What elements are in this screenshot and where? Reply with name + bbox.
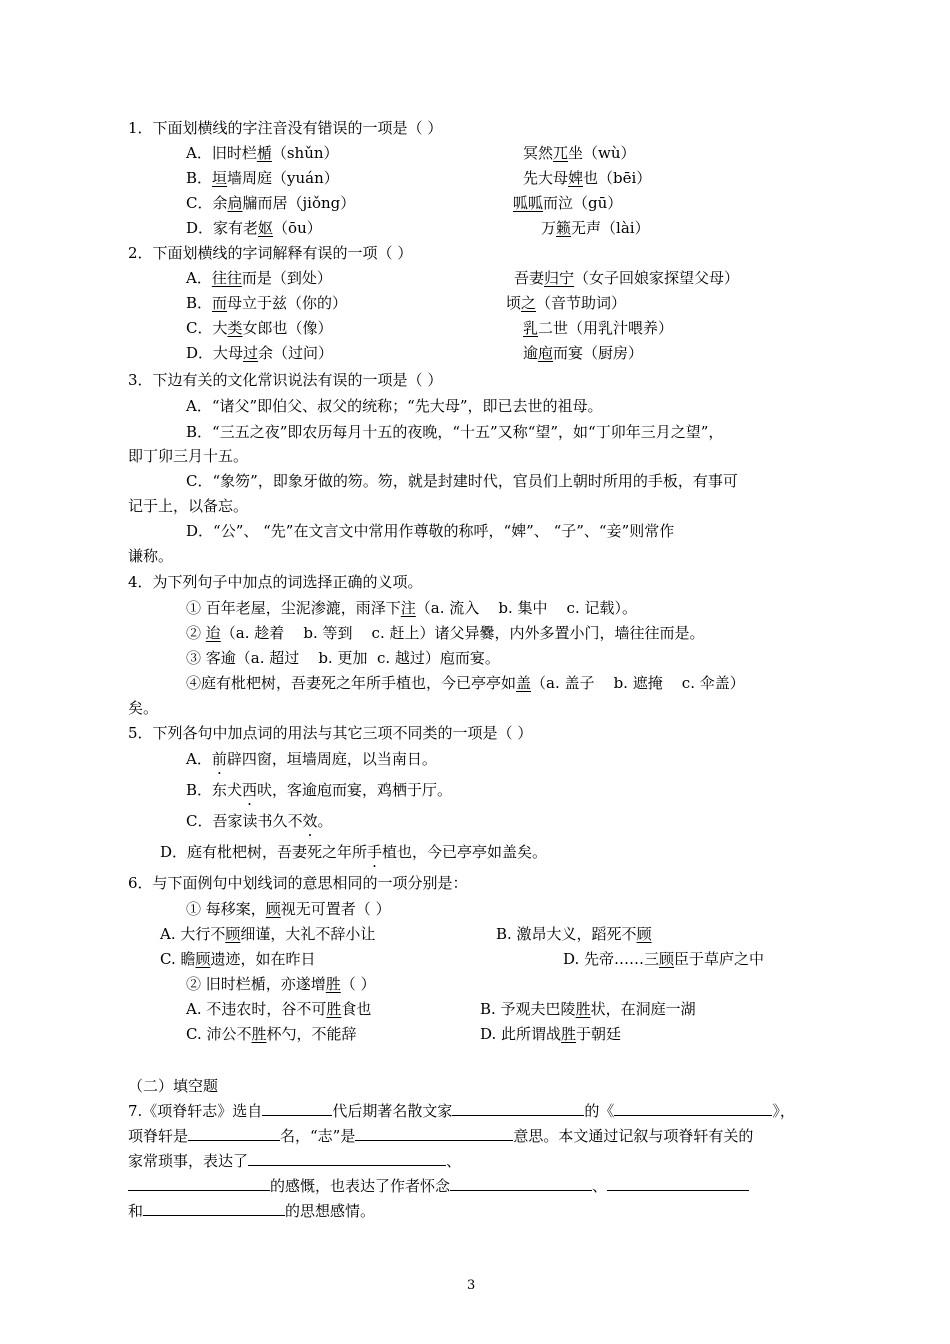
q7-blank-2[interactable] <box>452 1101 584 1116</box>
q7-blank-1[interactable] <box>262 1101 332 1116</box>
q7-blank-6[interactable] <box>248 1151 446 1166</box>
q4-item-2: ② 迨（a. 趁着 b. 等到 c. 赶上）诸父异爨，内外多置小门，墙往往而是。 <box>186 624 705 642</box>
q6-sentence-2: ② 旧时栏楯，亦遂增胜（ ） <box>186 975 376 993</box>
q7-line-3: 家常琐事，表达了 、 <box>128 1152 462 1170</box>
page-number: 3 <box>467 1278 476 1293</box>
q1-option-c-left: C．余扃牖而居（jiǒng） <box>186 194 356 212</box>
q2-option-a-left: A．往往而是（到处） <box>186 269 332 287</box>
q4-item-4-cont: 矣。 <box>128 699 159 717</box>
q6-2-option-c: C. 沛公不胜杯勺，不能辞 <box>186 1025 357 1043</box>
q2-option-c-left: C．大类女郎也（像） <box>186 319 333 337</box>
q2-option-b-right: 顷之（音节助词） <box>506 294 627 312</box>
q6-2-option-d: D. 此所谓战胜于朝廷 <box>480 1025 622 1043</box>
q1-option-a-right: 冥然兀坐（wù） <box>523 144 636 162</box>
q3-option-b-line1: B．“三五之夜”即农历每月十五的夜晚，“十五”又称“望”，如“丁卯年三月之望”， <box>186 423 724 441</box>
q2-option-a-right: 吾妻归宁（女子回娘家探望父母） <box>514 269 740 287</box>
q6-1-option-c: C. 瞻顾遗迹，如在昨日 <box>160 950 316 968</box>
q3-option-c-line2: 记于上，以备忘。 <box>128 497 249 515</box>
q6-1-option-d: D. 先帝……三顾臣于草庐之中 <box>563 950 765 968</box>
q5-option-c: C．吾家读书久不效。 <box>186 812 333 830</box>
q7-blank-7[interactable] <box>128 1176 270 1191</box>
q2-option-d-left: D．大母过余（过问） <box>186 344 334 362</box>
q1-option-c-right: 呱呱而泣（gū） <box>513 194 623 212</box>
q2-option-c-right: 乳二世（用乳汁喂养） <box>523 319 674 337</box>
q4-item-1: ① 百年老屋，尘泥渗漉，雨泽下注（a. 流入 b. 集中 c. 记载）。 <box>186 599 637 617</box>
q7-blank-5[interactable] <box>355 1126 513 1141</box>
q7-line-4: 的感慨，也表达了作者怀念 、 <box>128 1176 749 1196</box>
section-heading-fill-in: （二）填空题 <box>128 1077 219 1095</box>
q7-blank-8[interactable] <box>450 1176 592 1191</box>
question-4-stem: 4．为下列句子中加点的词选择正确的义项。 <box>128 573 423 591</box>
q5-option-a: A．前辟四窗，垣墙周庭，以当南日。 <box>186 750 437 768</box>
question-5-stem: 5．下列各句中加点词的用法与其它三项不同类的一项是（ ） <box>128 724 533 742</box>
question-1-stem: 1．下面划横线的字注音没有错误的一项是（ ） <box>128 119 443 137</box>
q4-item-4: ④庭有枇杷树，吾妻死之年所手植也，今已亭亭如盖（a. 盖子 b. 遮掩 c. 伞盖） <box>186 674 745 692</box>
q3-option-d-line2: 谦称。 <box>128 547 174 565</box>
q7-line-5: 和 的思想感情。 <box>128 1202 376 1220</box>
q1-option-a-left: A．旧时栏楯（shǔn） <box>186 144 339 162</box>
q5-option-d: D．庭有枇杷树，吾妻死之年所手植也，今已亭亭如盖矣。 <box>160 843 548 861</box>
q1-option-b-right: 先大母婢也（bēi） <box>523 169 652 187</box>
q4-item-3: ③ 客逾（a. 超过 b. 更加 c. 越过）庖而宴。 <box>186 649 500 667</box>
q2-option-b-left: B．而母立于兹（你的） <box>186 294 348 312</box>
q6-1-option-b: B. 激昂大义，蹈死不顾 <box>496 925 652 943</box>
q7-blank-3[interactable] <box>614 1101 772 1116</box>
q5-option-b: B．东犬西吠，客逾庖而宴，鸡栖于厅。 <box>186 781 453 799</box>
q6-2-option-b: B. 予观夫巴陵胜状，在洞庭一湖 <box>480 1000 696 1018</box>
q7-line-1: 7.《项脊轩志》选自 代后期著名散文家 的《 》， <box>128 1102 795 1120</box>
q7-blank-9[interactable] <box>607 1176 749 1191</box>
question-3-stem: 3．下边有关的文化常识说法有误的一项是（ ） <box>128 371 443 389</box>
question-2-stem: 2．下面划横线的字词解释有误的一项（ ） <box>128 244 413 262</box>
q3-option-a: A．“诸父”即伯父、叔父的统称；“先大母”，即已去世的祖母。 <box>186 397 603 415</box>
q1-option-d-left: D．家有老妪（ōu） <box>186 219 322 237</box>
q3-option-d-line1: D．“公”、 “先”在文言文中常用作尊敬的称呼，“婢”、 “子”、“妾”则常作 <box>186 522 675 540</box>
q3-option-b-line2: 即丁卯三月十五。 <box>128 447 249 465</box>
q6-2-option-a: A. 不违农时，谷不可胜食也 <box>186 1000 372 1018</box>
question-6-stem: 6．与下面例句中划线词的意思相同的一项分别是： <box>128 874 468 892</box>
q7-blank-4[interactable] <box>188 1126 280 1141</box>
q7-blank-10[interactable] <box>143 1201 285 1216</box>
q6-sentence-1: ① 每移案，顾视无可置者（ ） <box>186 900 391 918</box>
q1-option-d-right: 万籁无声（lài） <box>541 219 650 237</box>
q1-option-b-left: B．垣墙周庭（yuán） <box>186 169 339 187</box>
q7-line-2: 项脊轩是 名，“志”是 意思。本文通过记叙与项脊轩有关的 <box>128 1127 754 1145</box>
q3-option-c-line1: C．“象笏”，即象牙做的笏。笏，就是封建时代，官员们上朝时所用的手板，有事可 <box>186 472 738 490</box>
q2-option-d-right: 逾庖而宴（厨房） <box>523 344 644 362</box>
q6-1-option-a: A. 大行不顾细谨，大礼不辞小让 <box>160 925 376 943</box>
